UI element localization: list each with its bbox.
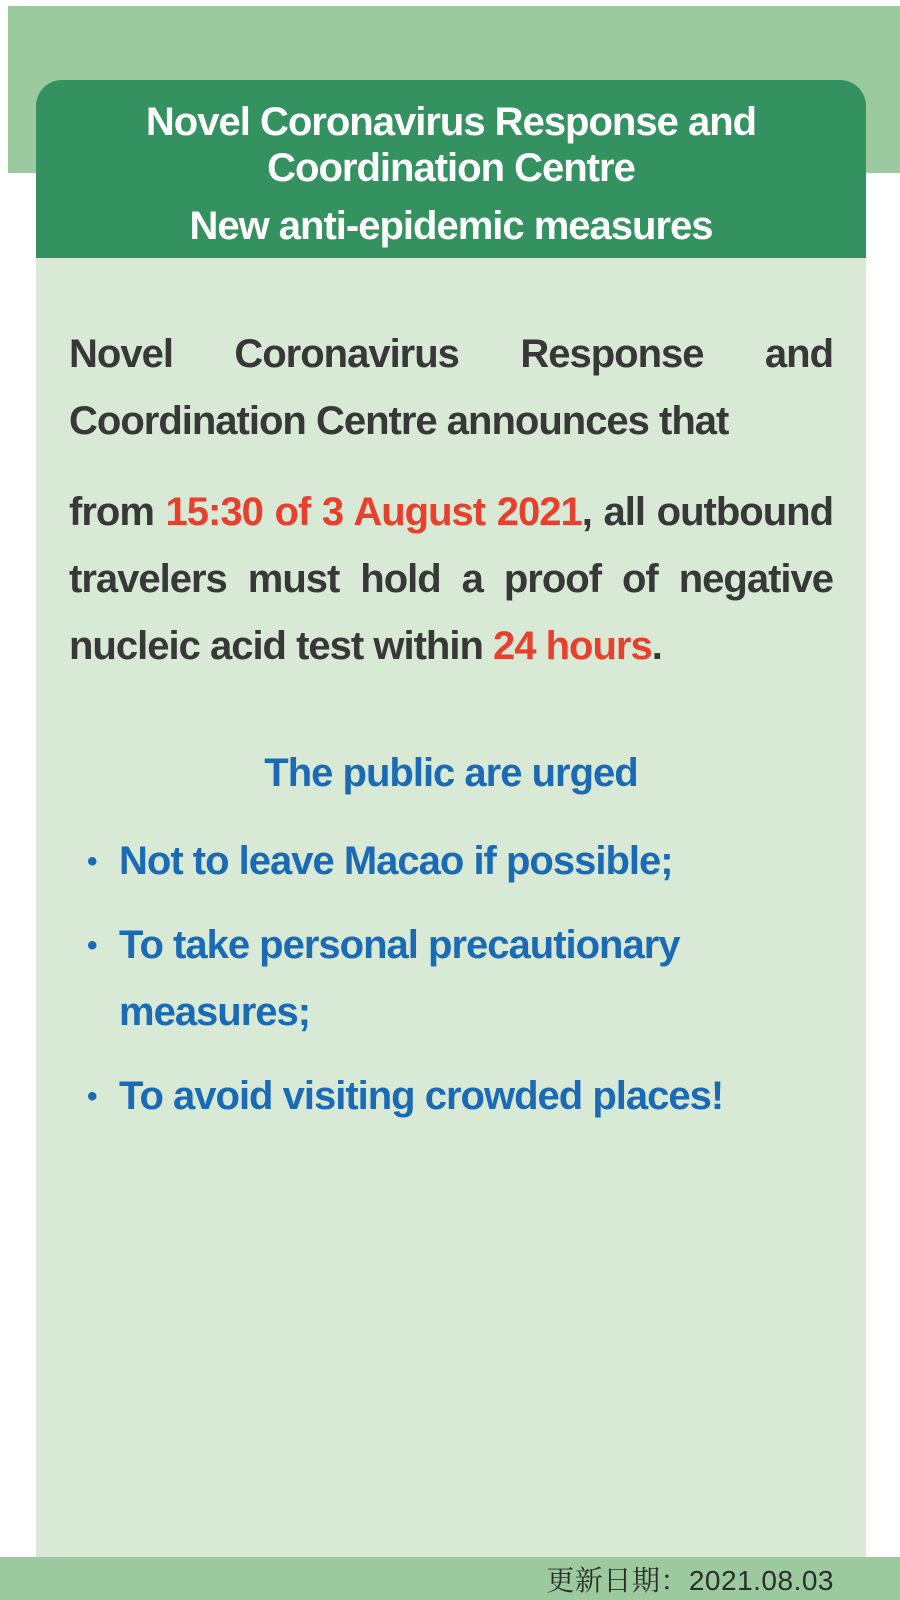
urged-list [69, 828, 833, 1130]
update-date-label: 更新日期：2021.08.03 [546, 1564, 834, 1596]
highlight-datetime: 15:30 of 3 August 2021 [165, 490, 582, 534]
header-subtitle: New anti-epidemic measures [189, 204, 713, 248]
bullet-icon: • [87, 929, 98, 962]
content-panel [36, 258, 866, 1557]
announcement-paragraph-1: Novel Coronavirus Response and Coordination Centre announces that [69, 332, 833, 443]
highlight-24hours: 24 hours [492, 624, 652, 668]
header-card [36, 80, 866, 258]
list-item [69, 828, 833, 895]
announcement-seg1: from [69, 490, 166, 534]
announcement-paragraph-2 [69, 479, 833, 680]
footer-bar [0, 1557, 900, 1600]
urged-heading: The public are urged [264, 751, 638, 795]
list-item-text: To take personal precautionary measures; [119, 923, 680, 1034]
header-title-line2: Coordination Centre [267, 146, 635, 190]
announcement-seg2: , all outbound travelers must hold a proof of negative nucleic acid test within [69, 490, 834, 668]
announcement-text [69, 321, 833, 680]
header-title-line1: Novel Coronavirus Response and [145, 100, 757, 144]
header-title [36, 99, 866, 191]
bullet-icon: • [87, 845, 98, 878]
list-item [69, 1063, 833, 1130]
list-item-text: To avoid visiting crowded places! [119, 1074, 724, 1118]
list-item [69, 912, 833, 1046]
list-item-text: Not to leave Macao if possible; [119, 839, 673, 883]
bullet-icon: • [87, 1080, 98, 1113]
announcement-seg3: . [651, 624, 662, 668]
